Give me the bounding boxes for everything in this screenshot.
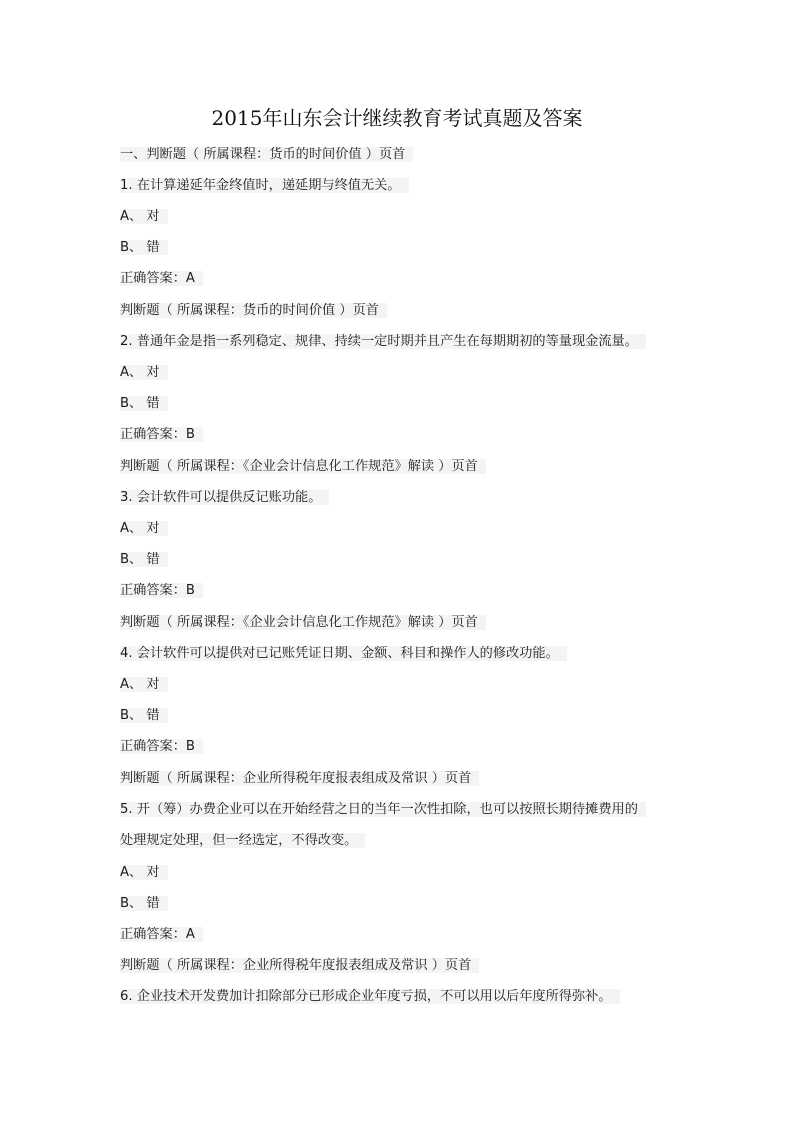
answer-line bbox=[120, 582, 203, 600]
section-heading bbox=[120, 614, 486, 632]
text-line: 正确答案：A bbox=[120, 271, 203, 286]
section-heading bbox=[120, 957, 479, 975]
option-b bbox=[120, 239, 168, 257]
text-line: B、 错 bbox=[120, 708, 168, 723]
option-b bbox=[120, 551, 168, 569]
text-line: 4. 会计软件可以提供对已记账凭证日期、金额、科目和操作人的修改功能。 bbox=[120, 646, 567, 661]
answer-line bbox=[120, 738, 203, 756]
question-text bbox=[120, 645, 567, 663]
question-text bbox=[120, 489, 329, 507]
text-line: 正确答案：B bbox=[120, 427, 203, 442]
text-line: 判断题（ 所属课程：货币的时间价值 ）页首 bbox=[120, 303, 387, 318]
section-heading bbox=[120, 770, 479, 788]
question-text bbox=[120, 177, 409, 195]
answer-line bbox=[120, 270, 203, 288]
document-title: 2015年山东会计继续教育考试真题及答案 bbox=[211, 106, 583, 130]
text-line: B、 错 bbox=[120, 552, 168, 567]
text-line: 正确答案：A bbox=[120, 927, 203, 942]
question-text bbox=[120, 801, 646, 819]
text-line: 2. 普通年金是指一系列稳定、规律、持续一定时期并且产生在每期期初的等量现金流量。 bbox=[120, 334, 646, 349]
option-a bbox=[120, 208, 168, 226]
text-line: 处理规定处理，但一经选定，不得改变。 bbox=[120, 833, 365, 848]
answer-line bbox=[120, 426, 203, 444]
section-heading bbox=[120, 146, 413, 164]
text-line: 正确答案：B bbox=[120, 739, 203, 754]
text-line: A、 对 bbox=[120, 521, 168, 536]
text-line: 5. 开（筹）办费企业可以在开始经营之日的当年一次性扣除，也可以按照长期待摊费用的 bbox=[120, 802, 646, 817]
text-line: 1. 在计算递延年金终值时，递延期与终值无关。 bbox=[120, 178, 409, 193]
text-line: 判断题（ 所属课程：企业所得税年度报表组成及常识 ）页首 bbox=[120, 771, 479, 786]
section-heading bbox=[120, 458, 486, 476]
question-text bbox=[120, 333, 646, 351]
text-line: 正确答案：B bbox=[120, 583, 203, 598]
option-a bbox=[120, 364, 168, 382]
text-line: 判断题（ 所属课程：企业所得税年度报表组成及常识 ）页首 bbox=[120, 958, 479, 973]
option-b bbox=[120, 895, 168, 913]
text-line: 一、判断题（ 所属课程：货币的时间价值 ）页首 bbox=[120, 147, 413, 162]
text-line: B、 错 bbox=[120, 896, 168, 911]
text-line: 判断题（ 所属课程：《企业会计信息化工作规范》解读 ）页首 bbox=[120, 459, 486, 474]
question-text-continued bbox=[120, 832, 365, 850]
text-line: 6. 企业技术开发费加计扣除部分已形成企业年度亏损，不可以用以后年度所得弥补。 bbox=[120, 989, 620, 1004]
text-line: A、 对 bbox=[120, 865, 168, 880]
text-line: 判断题（ 所属课程：《企业会计信息化工作规范》解读 ）页首 bbox=[120, 615, 486, 630]
text-line: B、 错 bbox=[120, 240, 168, 255]
option-a bbox=[120, 676, 168, 694]
text-line: B、 错 bbox=[120, 396, 168, 411]
question-text bbox=[120, 988, 620, 1006]
section-heading bbox=[120, 302, 387, 320]
text-line: 3. 会计软件可以提供反记账功能。 bbox=[120, 490, 329, 505]
text-line: A、 对 bbox=[120, 677, 168, 692]
text-line: A、 对 bbox=[120, 365, 168, 380]
option-b bbox=[120, 707, 168, 725]
answer-line bbox=[120, 926, 203, 944]
option-a bbox=[120, 520, 168, 538]
option-b bbox=[120, 395, 168, 413]
text-line: A、 对 bbox=[120, 209, 168, 224]
option-a bbox=[120, 864, 168, 882]
